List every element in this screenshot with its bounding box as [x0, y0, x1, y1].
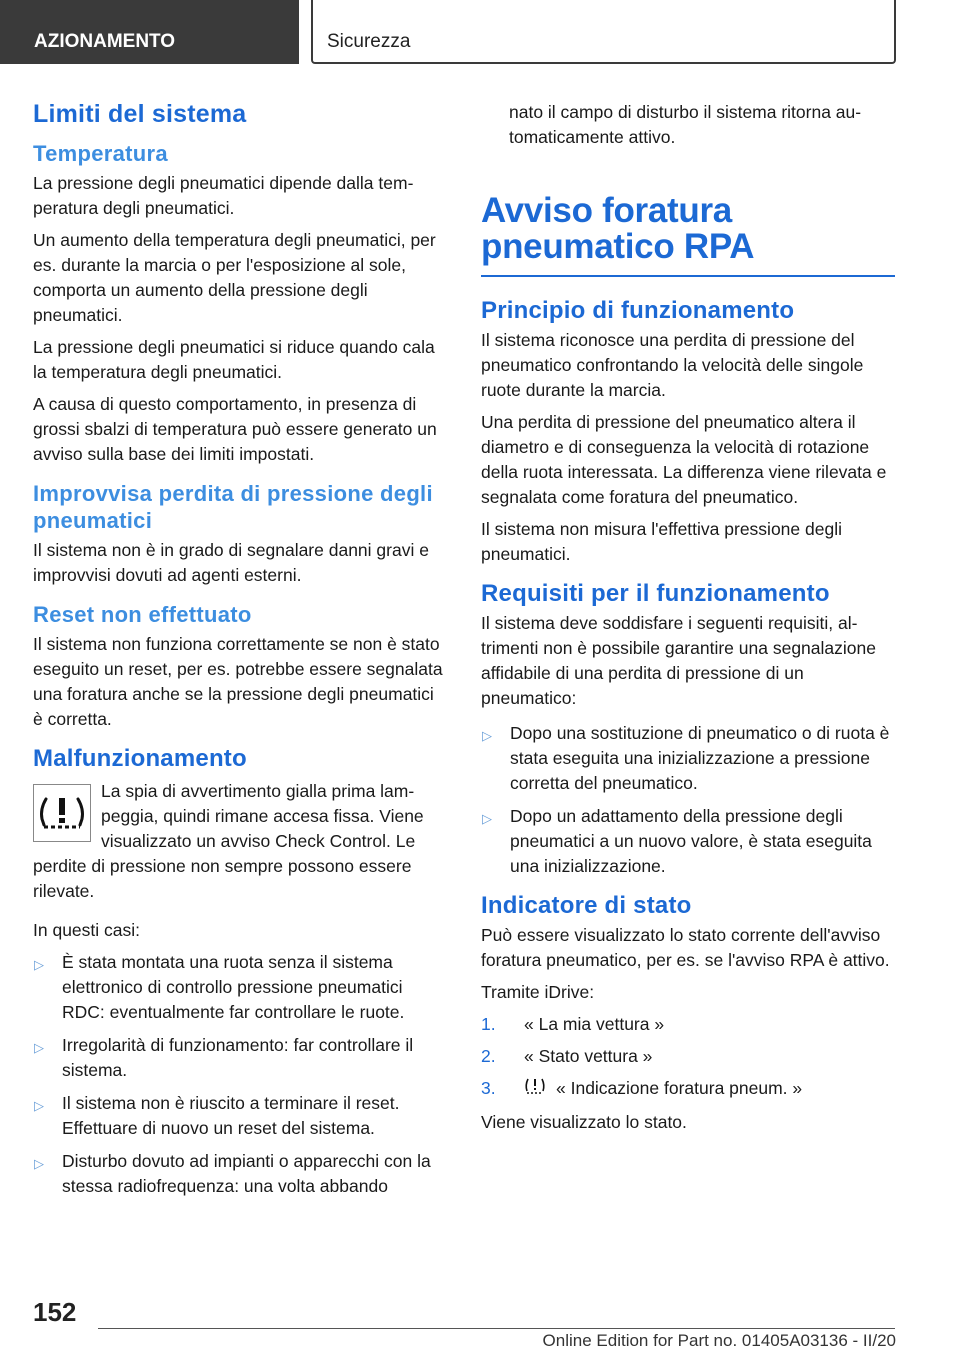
tire-warning-small-icon — [524, 1076, 546, 1103]
requirements-list — [481, 721, 895, 879]
page-number: 152 — [33, 1297, 77, 1327]
tire-pressure-warning-icon — [33, 784, 91, 842]
cases-list — [33, 950, 447, 1199]
paragraph: Il sistema non funziona correttamente se non è stato eseguito un reset, per es. potrebbe essere segnalata una foratura anche se la pressione degli pneumatici è corretta. — [33, 634, 443, 729]
reset-heading: Reset non effettuato — [33, 602, 252, 627]
right-column — [509, 100, 895, 172]
right-column-main — [481, 193, 895, 1148]
idrive-steps — [481, 1012, 895, 1103]
sudden-loss-section — [33, 480, 447, 588]
result-text: Viene visualizzato lo stato. — [481, 1112, 687, 1132]
rpa-title: Avviso foratura pneumatico RPA — [481, 191, 755, 266]
continuation-text: nato il campo di disturbo il sistema ritorna automaticamente attivo. — [509, 102, 862, 147]
paragraph: Un aumento della temperatura degli pneumatici, per es. durante la marcia o per l'esposizione al sole, comporta un aumento della pressione degli pneumatici. — [33, 230, 436, 325]
list-item: ▷ Irregolarità di funzionamento: far controllare il sistema. — [34, 1035, 414, 1080]
status-heading: Indicatore di stato — [481, 892, 692, 919]
paragraph: La pressione degli pneumatici si riduce quando cala la temperatura degli pneumatici. — [33, 337, 435, 382]
footer-rule — [98, 1328, 895, 1329]
paragraph: La pressione degli pneumatici dipende dalla temperatura degli pneumatici. — [33, 173, 414, 218]
principle-section — [481, 297, 895, 567]
triangle-bullet-icon: ▷ — [34, 1040, 44, 1055]
paragraph: Il sistema non è in grado di segnalare danni gravi e improvvisi dovuti ad agenti esterni. — [33, 540, 429, 585]
chapter-tab: Sicurezza — [311, 0, 896, 64]
malfunction-heading: Malfunzionamento — [33, 745, 247, 772]
reset-section — [33, 601, 447, 732]
triangle-bullet-icon: ▷ — [34, 1156, 44, 1171]
triangle-bullet-icon: ▷ — [482, 728, 492, 743]
triangle-bullet-icon: ▷ — [482, 811, 492, 826]
warning-block — [33, 779, 447, 904]
list-item: 2. « Stato vettura » — [481, 1046, 653, 1066]
paragraph: Una perdita di pressione del pneumatico altera il diametro e di conseguenza la velocità di rotazione della ruota interessata. La differenza viene rilevata e segnalata come foratura del pneumatico. — [481, 412, 887, 507]
list-item: ▷ Dopo una sostituzione di pneumatico o di ruota è stata eseguita una inizializzazione a pressione corretta del pneumatico. — [482, 723, 890, 793]
sudden-loss-heading: Improvvisa perdita di pressione degli pneumatici — [33, 481, 433, 533]
malfunction-section — [33, 745, 447, 1199]
title-rule — [481, 275, 895, 277]
cases-intro: In questi casi: — [33, 920, 140, 940]
section-tab: AZIONAMENTO — [0, 0, 299, 64]
list-item: 1. « La mia vettura » — [481, 1014, 665, 1034]
list-item: ▷ Dopo un adattamento della pressione degli pneumatici a un nuovo valore, è stata eseguita una inizializzazione. — [482, 806, 872, 876]
requirements-section — [481, 580, 895, 879]
list-item: 3. « Indicazione foratura pneum. » — [481, 1076, 895, 1103]
list-item: ▷ Disturbo dovuto ad impianti o apparecchi con la stessa radiofrequenza: una volta abbando — [34, 1151, 431, 1196]
principle-heading: Principio di funzionamento — [481, 297, 795, 324]
triangle-bullet-icon: ▷ — [34, 1098, 44, 1113]
paragraph: Il sistema riconosce una perdita di pressione del pneumatico confrontando la velocità delle singole ruote durante la marcia. — [481, 330, 864, 400]
temperature-section — [33, 140, 447, 467]
list-item: ▷ Il sistema non è riuscito a terminare il reset. Effettuare di nuovo un reset del sistema. — [34, 1093, 400, 1138]
edition-note: Online Edition for Part no. 01405A03136 - II/20 — [542, 1331, 896, 1350]
triangle-bullet-icon: ▷ — [34, 957, 44, 972]
system-limits-title: Limiti del sistema — [33, 100, 247, 128]
paragraph: Il sistema deve soddisfare i seguenti requisiti, altrimenti non è possibile garantire una segnalazione affidabile di una perdita di pressione di un pneumatico: — [481, 613, 876, 708]
list-item: ▷ È stata montata una ruota senza il sistema elettronico di controllo pressione pneumatici RDC: eventualmente far controllare le ruote. — [34, 952, 405, 1022]
warning-text: La spia di avvertimento gialla prima lampeggia, quindi rimane accesa fissa. Viene visualizzato un avviso Check Control. Le perdite di pressione non sempre possono essere rilevate. — [33, 781, 424, 901]
requirements-heading: Requisiti per il funzionamento — [481, 580, 830, 607]
page-header — [0, 0, 960, 66]
paragraph: Può essere visualizzato lo stato corrente dell'avviso foratura pneumatico, per es. se l'avviso RPA è attivo. — [481, 925, 890, 970]
paragraph: A causa di questo comportamento, in presenza di grossi sbalzi di temperatura può essere generato un avviso sulla base dei limiti impostati. — [33, 394, 437, 464]
idrive-intro: Tramite iDrive: — [481, 982, 595, 1002]
left-column — [33, 100, 447, 1212]
status-section — [481, 892, 895, 1135]
paragraph: Il sistema non misura l'effettiva pressione degli pneumatici. — [481, 519, 842, 564]
temperature-heading: Temperatura — [33, 141, 168, 166]
